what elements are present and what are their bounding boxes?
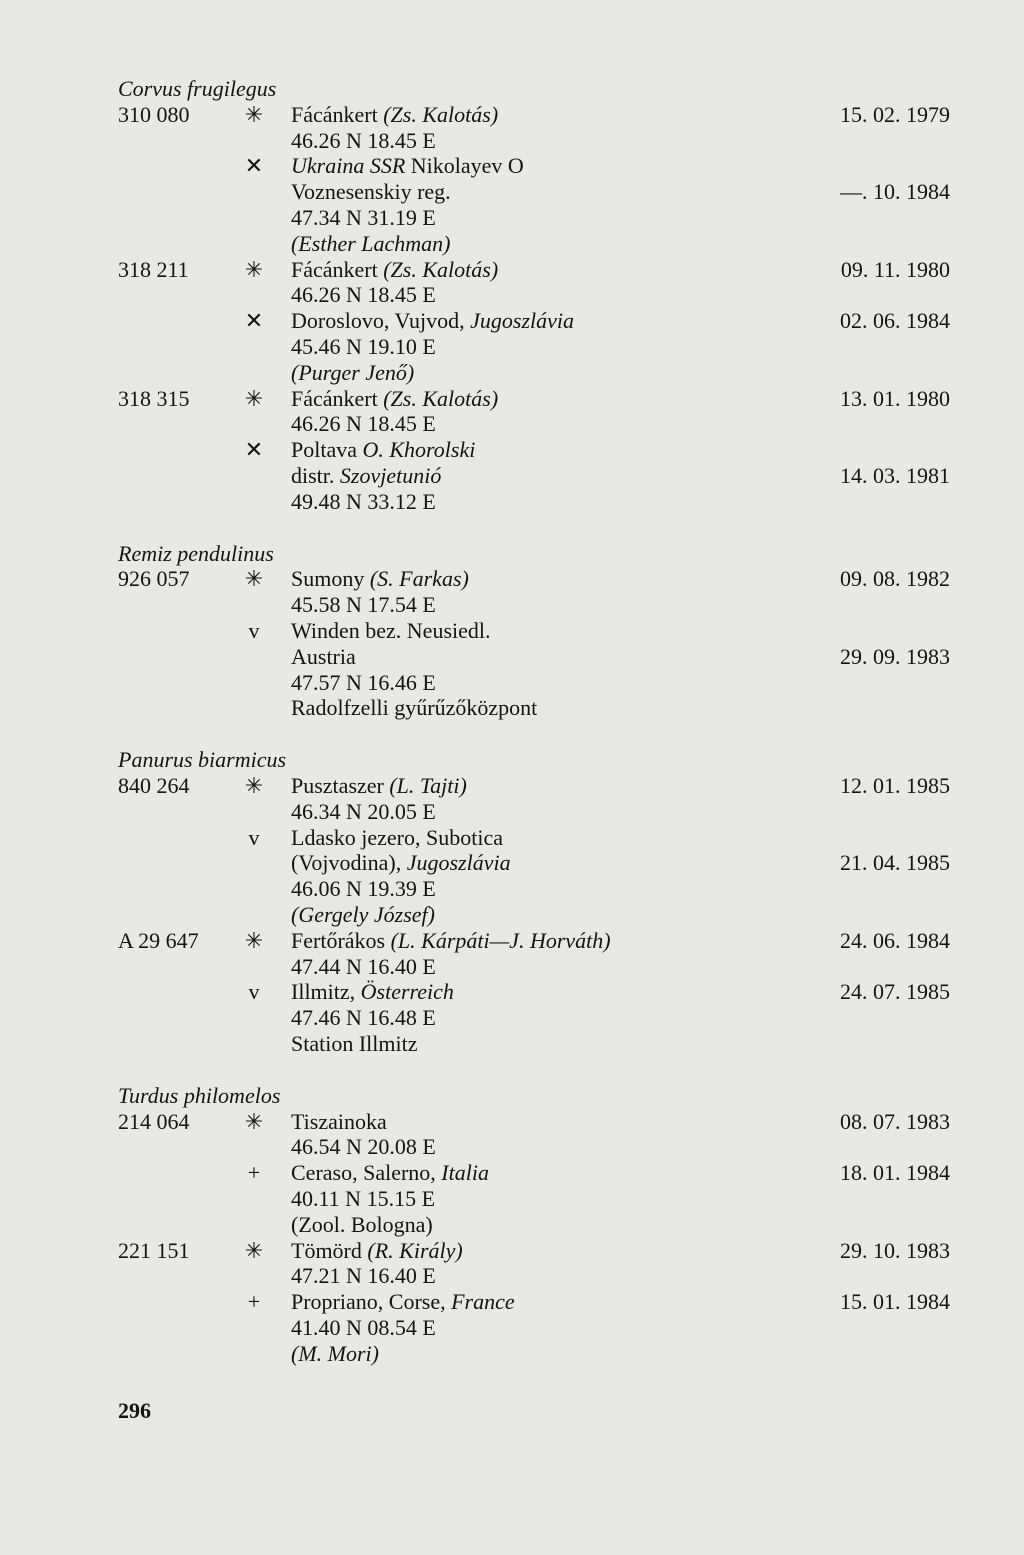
record-line [0, 876, 1024, 902]
plain-text: 41.40 N 08.54 E [291, 1315, 436, 1340]
record-line [0, 102, 1024, 128]
record-text [291, 1212, 433, 1238]
record-line [0, 411, 1024, 437]
record-date: 15. 02. 1979 [840, 101, 950, 127]
ringed-asterisk-icon: ✳ [244, 1108, 264, 1134]
record-text [291, 954, 436, 980]
record-text [291, 1031, 418, 1057]
record-line [0, 386, 1024, 412]
plain-text: 47.44 N 16.40 E [291, 953, 436, 979]
plain-text: Pusztaszer [291, 773, 390, 798]
record-line [0, 463, 1024, 489]
plain-text: Fácánkert [291, 101, 384, 127]
record-line [0, 360, 1024, 386]
plain-text: Sumony [291, 566, 370, 592]
record-text [291, 618, 491, 644]
italic-text: (Gergely József) [291, 902, 435, 927]
record-line [0, 153, 1024, 179]
record-text [291, 670, 436, 696]
plain-text: Station Illmitz [291, 1031, 418, 1056]
ring-number: 926 057 [118, 566, 190, 592]
record-text [291, 386, 498, 412]
record-text [291, 205, 436, 231]
found-dead-cross-icon: + [247, 1289, 261, 1315]
record-text [291, 231, 450, 257]
record-line [0, 592, 1024, 618]
record-text [291, 850, 511, 876]
italic-text: Jugoszlávia [470, 308, 575, 334]
record-text [291, 360, 414, 386]
record-text [291, 644, 356, 670]
record-date: 02. 06. 1984 [840, 308, 950, 334]
record-text [291, 128, 436, 154]
caught-v-mark: v [248, 618, 260, 643]
record-text [291, 437, 475, 463]
italic-text: (L. Tajti) [389, 773, 467, 798]
record-date: 18. 01. 1984 [840, 1160, 950, 1186]
italic-text: (R. Király) [367, 1237, 463, 1263]
record-text [291, 153, 524, 179]
ringed-asterisk-icon: ✳ [244, 773, 264, 798]
plain-text: 47.46 N 16.48 E [291, 1005, 436, 1031]
italic-text: (L. Kárpáti—J. Horváth) [390, 927, 611, 953]
ringed-asterisk-icon: ✳ [244, 101, 264, 127]
italic-text: (Purger Jenő) [291, 359, 415, 385]
italic-text: Österreich [360, 979, 454, 1005]
record-line [0, 1186, 1024, 1212]
shot-cross-icon: ✕ [244, 308, 264, 334]
record-line [0, 1289, 1024, 1315]
shot-cross-icon: ✕ [244, 437, 264, 463]
record-line [0, 1238, 1024, 1264]
record-line [0, 773, 1024, 799]
record-line [0, 308, 1024, 334]
record-line [0, 128, 1024, 154]
plain-text: Fácánkert [291, 385, 384, 411]
record-line [0, 205, 1024, 231]
ringed-asterisk-icon: ✳ [244, 385, 264, 411]
plain-text: 46.34 N 20.05 E [291, 798, 436, 824]
ring-number: 221 151 [118, 1237, 190, 1263]
record-text [291, 334, 436, 360]
plain-text: 46.06 N 19.39 E [291, 876, 436, 902]
caught-v-mark: v [248, 979, 260, 1005]
record-line [0, 566, 1024, 592]
ringed-asterisk-icon: ✳ [244, 256, 264, 282]
plain-text: 47.34 N 31.19 E [291, 205, 436, 230]
record-text [291, 902, 435, 928]
ring-number: 840 264 [118, 773, 190, 798]
record-date: 14. 03. 1981 [840, 463, 950, 488]
plain-text: Ldasko jezero, Subotica [291, 824, 503, 850]
italic-text: Jugoszlávia [406, 850, 511, 876]
record-text [291, 1341, 379, 1367]
italic-text: (Esther Lachman) [291, 230, 451, 256]
record-text [291, 1134, 436, 1160]
record-line [0, 257, 1024, 283]
record-line [0, 902, 1024, 928]
plain-text: 46.54 N 20.08 E [291, 1134, 436, 1160]
plain-text: Propriano, Corse, [291, 1289, 452, 1315]
record-text [291, 308, 574, 334]
record-date: 24. 06. 1984 [840, 927, 950, 953]
record-text [291, 876, 436, 902]
record-line [0, 1212, 1024, 1238]
plain-text: (Zool. Bologna) [291, 1211, 433, 1237]
record-line [0, 282, 1024, 308]
plain-text: Illmitz, [291, 979, 361, 1005]
ring-number: 214 064 [118, 1108, 190, 1134]
record-text [291, 1186, 435, 1212]
record-date: 09. 08. 1982 [840, 566, 950, 592]
plain-text: 47.21 N 16.40 E [291, 1263, 436, 1289]
record-text [291, 825, 503, 851]
plain-text: 46.26 N 18.45 E [291, 127, 436, 153]
record-date: 08. 07. 1983 [840, 1108, 950, 1134]
record-text [291, 1315, 436, 1341]
plain-text: 49.48 N 33.12 E [291, 488, 436, 514]
record-text [291, 411, 436, 437]
plain-text: Fertőrákos [291, 927, 391, 953]
record-text [291, 489, 436, 515]
plain-text: 46.26 N 18.45 E [291, 411, 436, 437]
italic-text: Szovjetunió [339, 463, 442, 488]
record-date: 29. 09. 1983 [840, 643, 950, 669]
record-text [291, 257, 498, 283]
italic-text: Italia [441, 1160, 489, 1186]
record-text [291, 102, 498, 128]
record-text [291, 463, 441, 489]
plain-text: (Vojvodina), [291, 850, 407, 876]
record-line [0, 850, 1024, 876]
record-text [291, 773, 467, 799]
record-line [0, 334, 1024, 360]
ring-number: 318 211 [118, 256, 189, 282]
record-line [0, 928, 1024, 954]
record-text [291, 979, 454, 1005]
plain-text: Tiszainoka [291, 1108, 387, 1134]
record-date: —. 10. 1984 [840, 179, 950, 205]
record-date: 29. 10. 1983 [840, 1237, 950, 1263]
italic-text: (Zs. Kalotás) [383, 385, 499, 411]
record-text [291, 566, 469, 592]
record-line [0, 1005, 1024, 1031]
record-text [291, 1109, 387, 1135]
found-dead-cross-icon: + [247, 1160, 261, 1186]
plain-text: 45.58 N 17.54 E [291, 592, 436, 618]
record-date: 12. 01. 1985 [840, 773, 950, 798]
italic-text: O. Khorolski [362, 437, 476, 463]
record-text [291, 179, 451, 205]
italic-text: Ukraina SSR [291, 153, 406, 179]
record-line [0, 1315, 1024, 1341]
ring-number: 310 080 [118, 101, 190, 127]
record-line [0, 489, 1024, 515]
ringed-asterisk-icon: ✳ [244, 566, 264, 592]
page-number: 296 [118, 1398, 151, 1423]
record-line [0, 695, 1024, 721]
record-line [0, 644, 1024, 670]
record-text [291, 282, 436, 308]
record-line [0, 1109, 1024, 1135]
plain-text: Radolfzelli gyűrűzőközpont [291, 695, 538, 721]
record-date: 13. 01. 1980 [840, 385, 950, 411]
record-line [0, 1263, 1024, 1289]
record-text [291, 1005, 436, 1031]
record-text [291, 799, 436, 825]
record-line [0, 179, 1024, 205]
plain-text: Tömörd [291, 1237, 368, 1263]
record-line [0, 1341, 1024, 1367]
plain-text: Voznesenskiy reg. [291, 179, 451, 205]
italic-text: (S. Farkas) [369, 566, 469, 592]
record-text [291, 592, 436, 618]
record-date: 21. 04. 1985 [840, 850, 950, 876]
italic-text: (Zs. Kalotás) [383, 256, 499, 282]
italic-text: (M. Mori) [291, 1340, 379, 1366]
species-heading: Turdus philomelos [118, 1082, 281, 1108]
ringed-asterisk-icon: ✳ [244, 1237, 264, 1263]
record-text [291, 1160, 489, 1186]
record-line [0, 1134, 1024, 1160]
italic-text: (Zs. Kalotás) [383, 101, 499, 127]
record-text [291, 1238, 463, 1264]
plain-text: 40.11 N 15.15 E [291, 1186, 436, 1211]
record-line [0, 670, 1024, 696]
caught-v-mark: v [248, 824, 260, 850]
plain-text: Winden bez. Neusiedl. [291, 618, 491, 643]
record-date: 15. 01. 1984 [840, 1289, 950, 1315]
ring-number: 318 315 [118, 385, 190, 411]
record-text [291, 928, 611, 954]
plain-text: distr. [291, 463, 340, 488]
plain-text: 47.57 N 16.46 E [291, 669, 436, 695]
record-text [291, 1263, 436, 1289]
shot-cross-icon: ✕ [244, 153, 264, 179]
record-text [291, 695, 537, 721]
record-date: 09. 11. 1980 [840, 256, 950, 282]
plain-text: Nikolayev O [405, 153, 524, 179]
record-line [0, 231, 1024, 257]
plain-text: Austria [291, 643, 356, 669]
plain-text: Doroslovo, Vujvod, [291, 308, 471, 334]
record-text [291, 1289, 515, 1315]
plain-text: Poltava [291, 437, 363, 463]
ringed-asterisk-icon: ✳ [244, 927, 264, 953]
species-heading: Panurus biarmicus [118, 747, 287, 773]
record-line [0, 825, 1024, 851]
record-line [0, 618, 1024, 644]
plain-text: Ceraso, Salerno, [291, 1160, 442, 1186]
record-line [0, 979, 1024, 1005]
record-line [0, 1031, 1024, 1057]
plain-text: Fácánkert [291, 256, 384, 282]
italic-text: France [451, 1289, 515, 1315]
record-line [0, 1160, 1024, 1186]
species-heading: Corvus frugilegus [118, 76, 277, 101]
record-line [0, 799, 1024, 825]
record-line [0, 437, 1024, 463]
plain-text: 46.26 N 18.45 E [291, 282, 436, 308]
species-heading: Remiz pendulinus [118, 540, 274, 566]
record-line [0, 954, 1024, 980]
plain-text: 45.46 N 19.10 E [291, 334, 436, 359]
ring-number: A 29 647 [118, 927, 199, 953]
record-date: 24. 07. 1985 [840, 979, 950, 1005]
